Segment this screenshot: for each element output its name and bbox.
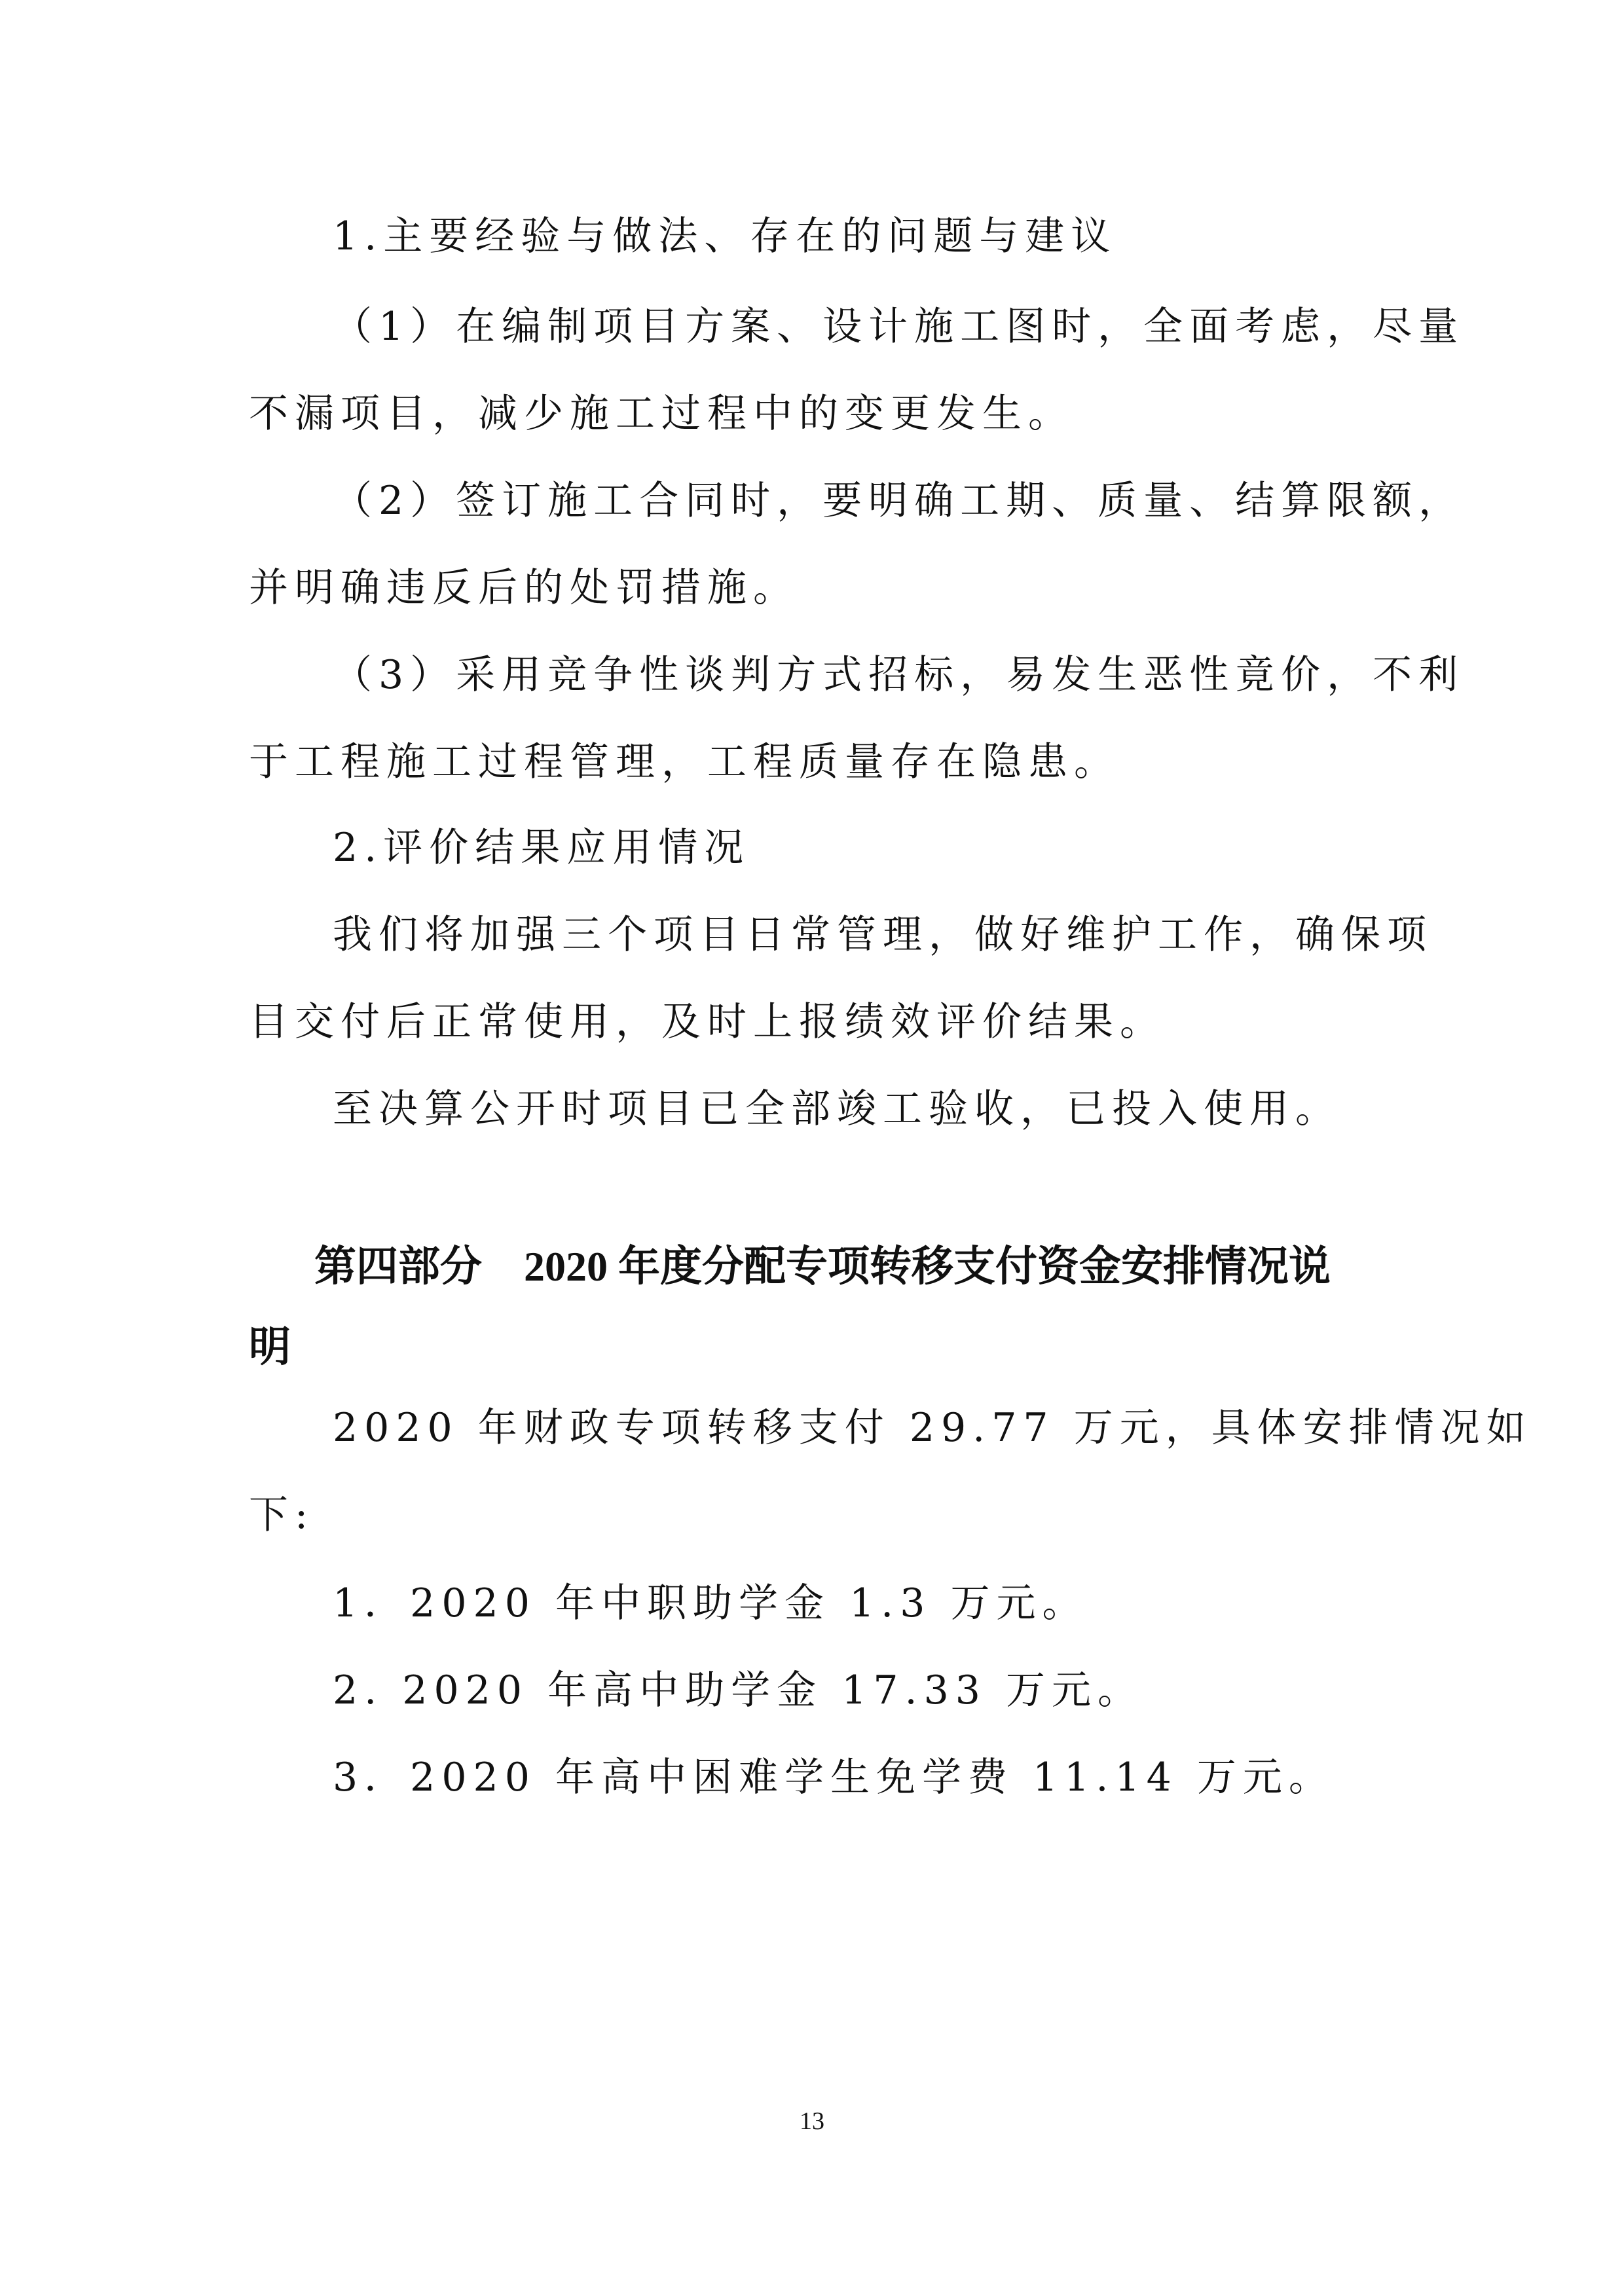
acceptance-statement: 至决算公开时项目已全部竣工验收，已投入使用。 (333, 1086, 1341, 1132)
section-heading-line-1: 第四部分 2020 年度分配专项转移支付资金安排情况说 (314, 1243, 1331, 1290)
page-number: 13 (800, 2107, 824, 2135)
transfer-item-3: 3．2020 年高中困难学生免学费 11.14 万元。 (333, 1755, 1335, 1800)
result-line-1: 我们将加强三个项目日常管理，做好维护工作，确保项 (333, 912, 1433, 958)
suggestion-1-line-1: （1）在编制项目方案、设计施工图时，全面考虑，尽量 (333, 304, 1465, 350)
section-heading-line-2: 明 (249, 1324, 291, 1370)
transfer-intro-line-2: 下: (249, 1492, 315, 1538)
result-line-2: 目交付后正常使用，及时上报绩效评价结果。 (249, 999, 1166, 1045)
subheading-main-experience: 1.主要经验与做法、存在的问题与建议 (333, 213, 1117, 259)
suggestion-1-line-2: 不漏项目，减少施工过程中的变更发生。 (249, 391, 1074, 437)
transfer-item-2: 2. 2020 年高中助学金 17.33 万元。 (333, 1667, 1143, 1713)
suggestion-3-line-1: （3）采用竞争性谈判方式招标，易发生恶性竟价，不利 (333, 652, 1465, 698)
transfer-item-1: 1．2020 年中职助学金 1.3 万元。 (333, 1580, 1088, 1626)
suggestion-2-line-1: （2）签订施工合同时，要明确工期、质量、结算限额， (333, 478, 1465, 524)
subheading-result-application: 2.评价结果应用情况 (333, 825, 750, 871)
transfer-intro-line-1: 2020 年财政专项转移支付 29.77 万元，具体安排情况如 (333, 1405, 1532, 1451)
suggestion-3-line-2: 于工程施工过程管理，工程质量存在隐患。 (249, 739, 1120, 785)
suggestion-2-line-2: 并明确违反后的处罚措施。 (249, 565, 799, 611)
